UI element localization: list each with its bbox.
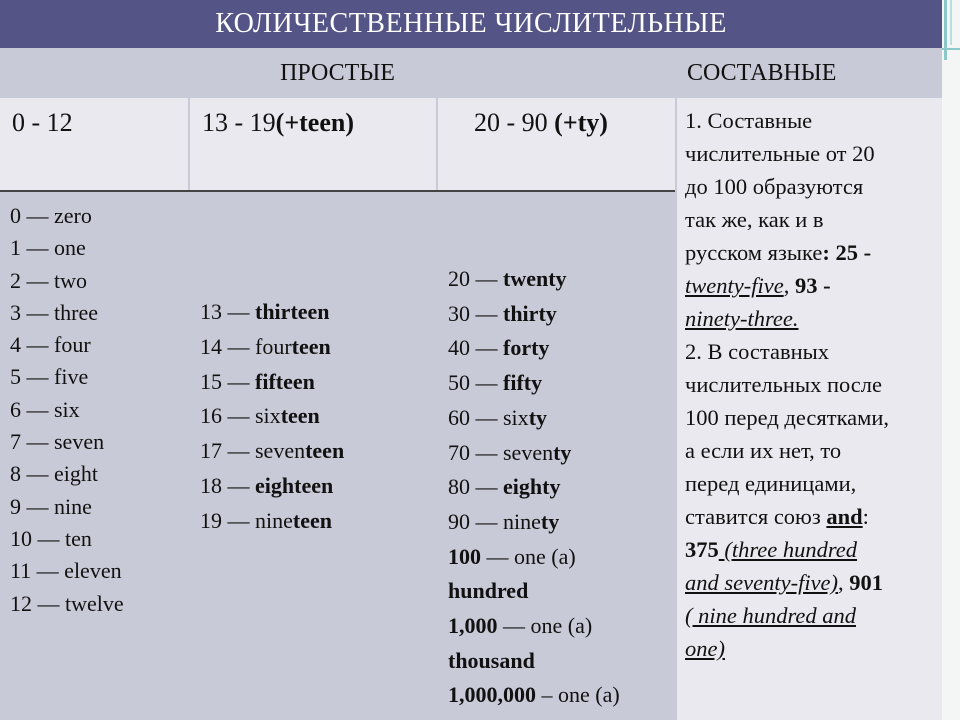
list-item: 5 — five [10,364,89,390]
rule-line [685,533,936,566]
decor-bar [944,0,947,60]
example-93: ninety-three. [685,306,799,331]
list-item [448,331,675,366]
list-item: 8 — eight [10,461,98,487]
word-suffix: eighty [503,474,561,500]
number: 50 — [448,370,503,396]
list-item [200,504,436,539]
rule-line [685,632,936,665]
number: 13 — [200,299,255,324]
number: 40 — [448,335,503,361]
table-title: КОЛИЧЕСТВЕННЫЕ ЧИСЛИТЕЛЬНЫЕ [0,0,942,48]
word-suffix: teen [292,507,332,533]
word-stem: six [255,403,281,429]
number: 80 — [448,474,503,500]
list-item [448,366,675,401]
rule-line: 1. Составные [685,108,813,133]
number: 60 — [448,404,503,430]
rule-line: 2. В составных [685,339,830,364]
rule-line: 100 перед десятками, [685,405,890,430]
list-item [200,330,436,365]
word-stem: nine [255,507,293,533]
column-13-19 [190,192,436,720]
number: 90 — [448,508,503,534]
list-item [200,399,436,434]
number: 14 — [200,333,255,359]
word-suffix: ty [553,439,572,465]
decor-bar-thin [950,0,952,45]
subheader-20-90-suffix: (+ty) [554,108,608,137]
list-item [448,505,675,540]
number: 17 — [200,438,255,464]
number: 19 — [200,507,255,533]
rule-line [685,500,936,533]
separator: , [783,273,795,298]
number: 70 — [448,439,503,465]
list-item [200,469,436,504]
rule-text: русском языке [685,240,823,265]
list-item-thousand [448,609,675,644]
number: 20 — [448,266,503,291]
subheader-13-19 [190,98,436,190]
word-stem: six [503,404,529,430]
subheader-13-19-range: 13 - 19 [202,108,276,137]
header-simple: ПРОСТЫЕ [0,50,675,96]
list-item: 4 — four [10,332,91,358]
rule-example-num: 901 [849,570,884,595]
number-bold: 100 [448,543,481,569]
word-suffix: fifteen [255,368,315,394]
word-suffix: thirteen [255,299,330,324]
rule-line: до 100 образуются [685,174,864,199]
rule-line [685,236,936,269]
and-word: and [826,504,863,529]
rule-line: числительные от 20 [685,141,875,166]
header-compound: СОСТАВНЫЕ [677,50,942,96]
subheader-20-90-range: 20 - 90 [474,108,555,137]
subheader-0-12: 0 - 12 [0,98,188,190]
compound-rules [677,98,942,720]
rule-example-num: : 25 - [822,240,872,265]
list-item [448,297,675,332]
list-item: 11 — eleven [10,558,122,584]
number-bold: 1,000,000 [448,682,536,708]
subheader-13-19-suffix: (+teen) [275,108,355,137]
list-item [200,434,436,469]
list-item: 6 — six [10,396,80,422]
word-bold: thousand [448,647,535,673]
rule-line: числительных после [685,372,883,397]
list-item [200,295,436,330]
list-item: 2 — two [10,267,87,293]
word-stem: nine [503,508,541,534]
rule-line: перед единицами, [685,471,857,496]
list-item: 12 — twelve [10,590,124,616]
word-text: — one (a) [497,613,593,639]
list-item [200,365,436,400]
column-20-90 [438,192,675,720]
example-901-part2: one) [685,636,725,661]
slide-edge-decoration [942,0,960,720]
word-text: – one (a) [536,682,620,708]
list-item: 10 — ten [10,525,92,551]
example-375-part2: and seventy-five) [685,570,839,595]
column-0-12 [0,192,188,720]
rule-line: а если их нет, то [685,438,842,463]
word-stem: four [255,333,292,359]
rule-line: так же, как и в [685,207,824,232]
word-suffix: thirty [503,300,557,326]
number: 15 — [200,368,255,394]
word-suffix: teen [280,403,320,429]
word-text: — one (a) [481,543,576,569]
number: 30 — [448,300,503,326]
list-item-hundred-word [448,574,675,609]
list-item-thousand-word [448,644,675,679]
separator: , [838,570,850,595]
rule-line [685,566,936,599]
word-stem: seven [503,439,554,465]
list-item: 7 — seven [10,429,105,455]
list-item [448,262,675,297]
number: 16 — [200,403,255,429]
example-901-part1: ( nine hundred and [685,603,857,628]
rule-line [685,302,936,335]
subheader-20-90 [438,98,675,190]
rule-line [685,599,936,632]
decor-tick [942,48,960,50]
list-item [448,436,675,471]
list-item-million [448,678,675,713]
rule-example-num: 93 - [794,273,831,298]
list-item: 3 — three [10,299,98,325]
example-25: twenty-five [685,273,784,298]
list-item [448,401,675,436]
rule-example-num: 375 [685,537,719,562]
word-stem: seven [255,438,306,464]
rule-text: ставится союз [685,504,827,529]
word-suffix: teen [291,333,331,359]
colon: : [862,504,869,529]
word-suffix: fifty [503,370,543,396]
number: 18 — [200,472,255,498]
example-375-part1: (three hundred [718,537,858,562]
list-item [448,470,675,505]
word-suffix: eighteen [255,472,334,498]
word-suffix: twenty [503,266,567,291]
word-suffix: forty [503,335,550,361]
list-item-hundred [448,540,675,575]
word-suffix: ty [540,508,560,534]
word-suffix: teen [305,438,345,464]
word-bold: hundred [448,578,529,604]
list-item: 9 — nine [10,493,92,519]
rule-line [685,269,936,302]
list-item: 0 — zero [10,203,92,228]
number-bold: 1,000 [448,613,498,639]
word-suffix: ty [528,404,548,430]
list-item: 1 — one [10,235,86,261]
